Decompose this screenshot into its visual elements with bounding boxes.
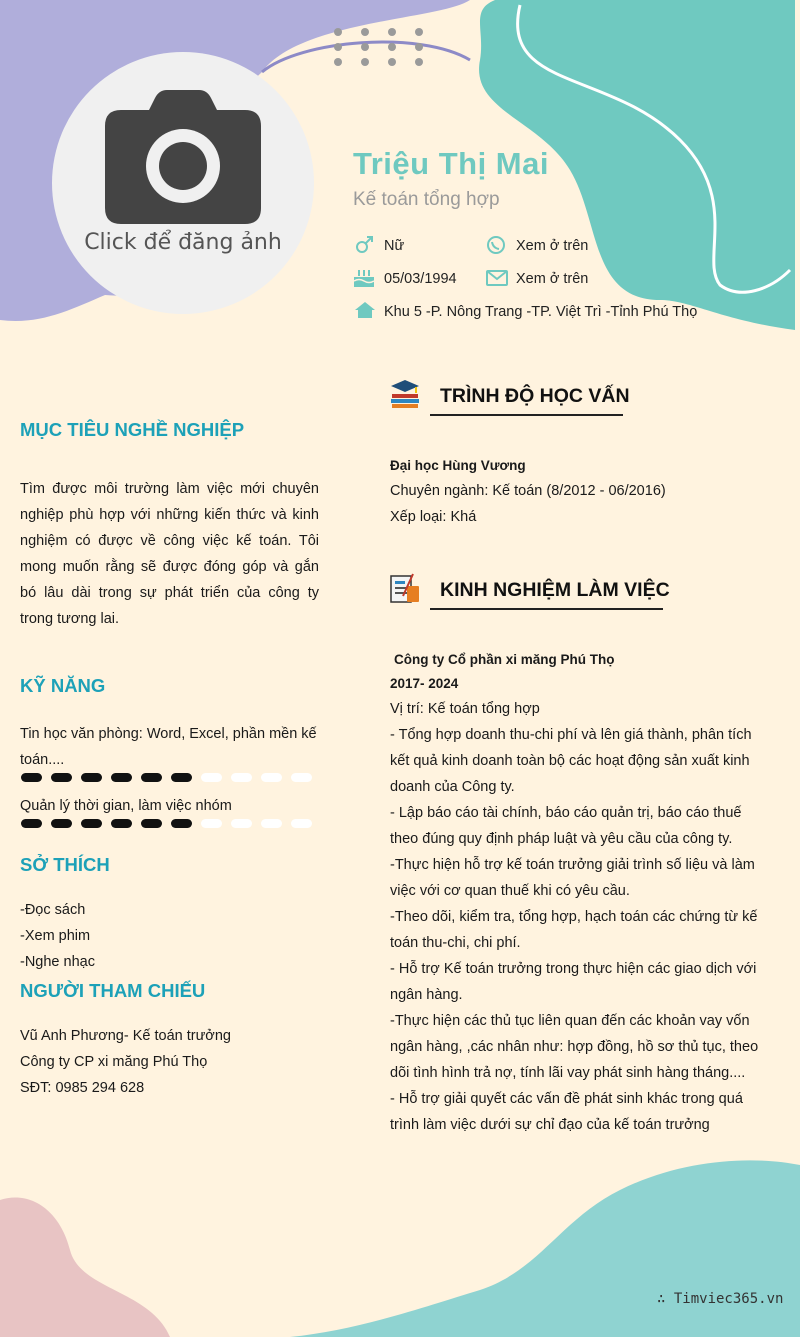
skills-title: KỸ NĂNG xyxy=(20,675,106,696)
experience-period: 2017- 2024 xyxy=(390,676,459,691)
experience-title-underline xyxy=(430,608,663,610)
skill-segment-filled xyxy=(171,773,192,782)
skill-segment-empty xyxy=(201,819,222,828)
experience-duties xyxy=(390,722,765,1138)
avatar-upload[interactable] xyxy=(52,52,314,314)
skill-segment-empty xyxy=(261,819,282,828)
job-title: Kế toán tổng hợp xyxy=(353,189,500,210)
skill-segment-empty xyxy=(291,819,312,828)
phone-value: Xem ở trên xyxy=(516,238,589,254)
hobby-item: -Nghe nhạc xyxy=(20,954,95,970)
phone-icon xyxy=(486,235,506,255)
dot-grid xyxy=(330,24,430,74)
experience-position: Vị trí: Kế toán tổng hợp xyxy=(390,701,540,717)
skill-segment-empty xyxy=(261,773,282,782)
skill-segment-filled xyxy=(141,773,162,782)
skill-segment-filled xyxy=(51,773,72,782)
skill-segment-filled xyxy=(111,773,132,782)
education-title: TRÌNH ĐỘ HỌC VẤN xyxy=(440,385,630,407)
watermark: ∴ Timviec365.vn xyxy=(657,1291,784,1307)
mail-icon xyxy=(486,270,508,286)
gender-icon xyxy=(354,235,374,255)
experience-title: KINH NGHIỆM LÀM VIỆC xyxy=(440,579,670,601)
hobby-item: -Đọc sách xyxy=(20,902,86,918)
education-icon xyxy=(389,378,421,410)
duty-item: -Thực hiện các thủ tục liên quan đến các khoản vay vốn ngân hàng, ,các nhân như: hợp đồng, hồ sơ thủ tục, theo dõi tình hình trả nợ, tính lãi vay phát sinh hàng tháng.... xyxy=(390,1013,759,1081)
skill-rating-bar xyxy=(20,772,320,784)
skill-segment-empty xyxy=(231,773,252,782)
skill-segment-filled xyxy=(21,773,42,782)
hobby-item: -Xem phim xyxy=(20,928,91,944)
career-objective-title: MỤC TIÊU NGHỀ NGHIỆP xyxy=(20,419,245,440)
education-major: Chuyên ngành: Kế toán (8/2012 - 06/2016) xyxy=(390,483,666,499)
home-icon xyxy=(354,301,376,319)
skill-name: Quản lý thời gian, làm việc nhóm xyxy=(20,798,232,814)
cake-icon xyxy=(353,268,375,288)
education-grade: Xếp loại: Khá xyxy=(390,509,477,525)
skill-segment-empty xyxy=(201,773,222,782)
birthday-value: 05/03/1994 xyxy=(384,271,457,287)
duty-item: - Hỗ trợ Kế toán trưởng trong thực hiện các giao dịch với ngân hàng. xyxy=(390,961,757,1003)
skill-segment-empty xyxy=(291,773,312,782)
reference-line: Vũ Anh Phương- Kế toán trưởng xyxy=(20,1028,231,1044)
skill-segment-filled xyxy=(21,819,42,828)
skill-segment-filled xyxy=(81,819,102,828)
duty-item: - Tổng hợp doanh thu-chi phí và lên giá thành, phân tích kết quả kinh doanh toàn bộ các hoạt động sản xuất kinh doanh của Công ty. xyxy=(390,727,752,795)
email-value: Xem ở trên xyxy=(516,271,589,287)
skill-segment-filled xyxy=(111,819,132,828)
school-name: Đại học Hùng Vương xyxy=(390,458,526,473)
education-title-underline xyxy=(430,414,623,416)
duty-item: -Theo dõi, kiểm tra, tổng hợp, hạch toán các chứng từ kế toán thu-chi, chi phí. xyxy=(390,909,758,951)
duty-item: - Hỗ trợ giải quyết các vấn đề phát sinh khác trong quá trình làm việc dưới sự chỉ đạo của kế toán trưởng xyxy=(390,1091,743,1133)
skill-segment-filled xyxy=(171,819,192,828)
avatar-upload-label: Click để đăng ảnh xyxy=(84,230,282,255)
skill-segment-filled xyxy=(51,819,72,828)
company-name: Công ty Cổ phần xi măng Phú Thọ xyxy=(394,652,615,667)
duty-item: - Lập báo cáo tài chính, báo cáo quản trị, báo cáo thuế theo đúng quy định pháp luật và yêu cầu của công ty. xyxy=(390,805,742,847)
references-title: NGƯỜI THAM CHIẾU xyxy=(20,980,206,1001)
duty-item: -Thực hiện hỗ trợ kế toán trưởng giải trình số liệu và làm việc với cơ quan thuế khi có yêu cầu. xyxy=(390,857,755,899)
address-value: Khu 5 -P. Nông Trang -TP. Việt Trì -Tỉnh Phú Thọ xyxy=(384,304,698,320)
skill-segment-filled xyxy=(141,819,162,828)
hobbies-title: SỞ THÍCH xyxy=(20,854,110,875)
camera-icon xyxy=(105,90,261,226)
candidate-name: Triệu Thị Mai xyxy=(353,146,549,181)
skill-segment-empty xyxy=(231,819,252,828)
reference-line: Công ty CP xi măng Phú Thọ xyxy=(20,1054,208,1070)
skill-segment-filled xyxy=(81,773,102,782)
reference-line: SĐT: 0985 294 628 xyxy=(20,1080,145,1096)
experience-icon xyxy=(389,572,421,604)
gender-value: Nữ xyxy=(384,238,405,254)
skill-name: Tin học văn phòng: Word, Excel, phần mền kế toán.... xyxy=(20,726,317,768)
skill-rating-bar xyxy=(20,818,320,830)
career-objective-text: Tìm được môi trường làm việc mới chuyên nghiệp phù hợp với những kiến thức và kinh nghiệm có được về công việc kế toán. Tôi mong muốn rằng sẽ được đóng góp và gắn bó lâu dài trong sự phát triển của công ty trong tương lai. xyxy=(20,481,319,627)
